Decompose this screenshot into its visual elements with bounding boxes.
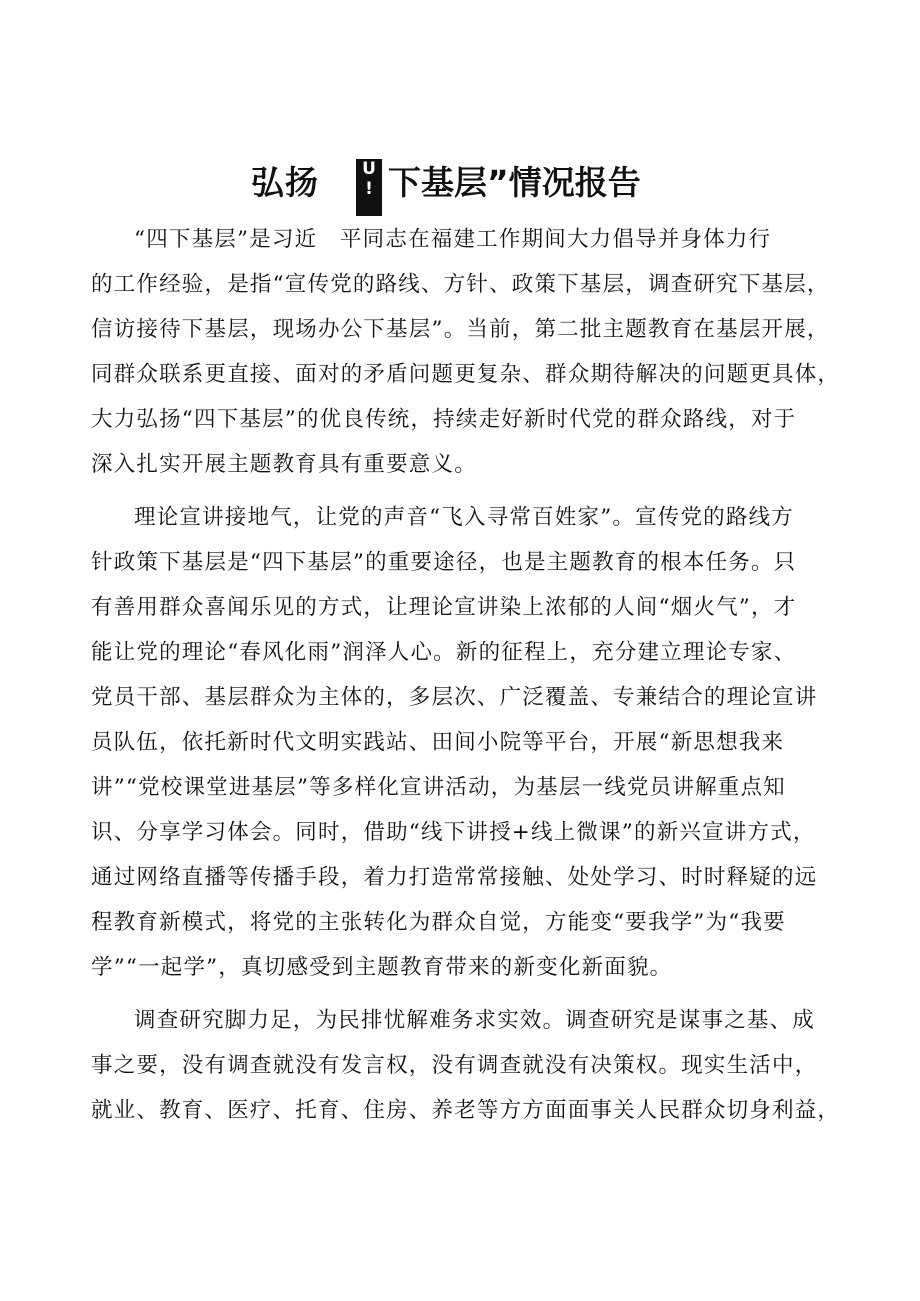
paragraph-3 [91, 998, 851, 1133]
paragraph-line: 就业、教育、医疗、托育、住房、养老等方方面面事关人民群众切身利益， [91, 1098, 841, 1123]
paragraph-line: 深入扎实开展主题教育具有重要意义。 [91, 452, 477, 477]
paragraph-line: 程教育新模式，将党的主张转化为群众自觉，方能变“要我学”为“我要 [91, 910, 786, 935]
paragraph-1 [91, 217, 851, 487]
paragraph-line: 有善用群众喜闻乐见的方式，让理论宣讲染上浓郁的人间“烟火气”，才 [91, 595, 797, 620]
paragraph-line: 理论宣讲接地气，让党的声音“飞入寻常百姓家”。宣传党的路线方 [134, 505, 794, 530]
document-body [91, 217, 851, 1133]
paragraph-line: 大力弘扬“四下基层”的优良传统，持续走好新时代党的群众路线，对于 [91, 407, 797, 432]
document-title [0, 158, 920, 208]
title-glyph-top: U [362, 159, 376, 179]
paragraph-line: 党员干部、基层群众为主体的，多层次、广泛覆盖、专兼结合的理论宣讲 [91, 685, 818, 710]
paragraph-line: 学”“一起学”，真切感受到主题教育带来的新变化新面貌。 [91, 955, 673, 980]
paragraph-line: 讲”“党校课堂进基层”等多样化宣讲活动，为基层一线党员讲解重点知 [91, 775, 786, 800]
paragraph-line: 同群众联系更直接、面对的矛盾问题更复杂、群众期待解决的问题更具体， [91, 362, 841, 387]
paragraph-line: 员队伍，依托新时代文明实践站、田间小院等平台，开展“新思想我来 [91, 730, 785, 755]
title-garbled-glyph [356, 159, 382, 216]
paragraph-line: 识、分享学习体会。同时，借助“线下讲授+线上微课”的新兴宣讲方式， [91, 820, 816, 845]
paragraph-line: “四下基层”是习近 平同志在福建工作期间大力倡导并身体力行 [134, 227, 772, 252]
paragraph-line: 能让党的理论“春风化雨”润泽人心。新的征程上，充分建立理论专家、 [91, 640, 797, 665]
paragraph-line: 信访接待下基层，现场办公下基层”。当前，第二批主题教育在基层开展， [91, 317, 830, 342]
title-glyph-bottom: ! [365, 179, 373, 199]
paragraph-line: 通过网络直播等传播手段，着力打造常常接触、处处学习、时时释疑的远 [91, 865, 818, 890]
paragraph-2 [91, 495, 851, 990]
paragraph-line: 的工作经验，是指“宣传党的路线、方针、政策下基层，调查研究下基层， [91, 272, 830, 297]
paragraph-line: 事之要，没有调查就没有发言权，没有调查就没有决策权。现实生活中， [91, 1053, 818, 1078]
title-part-1: 弘扬 [251, 163, 319, 202]
paragraph-line: 针政策下基层是“四下基层”的重要途径，也是主题教育的根本任务。只 [91, 550, 797, 575]
paragraph-line: 调查研究脚力足，为民排忧解难务求实效。调查研究是谋事之基、成 [134, 1008, 816, 1033]
title-part-2: 下基层”情况报告 [388, 163, 641, 202]
